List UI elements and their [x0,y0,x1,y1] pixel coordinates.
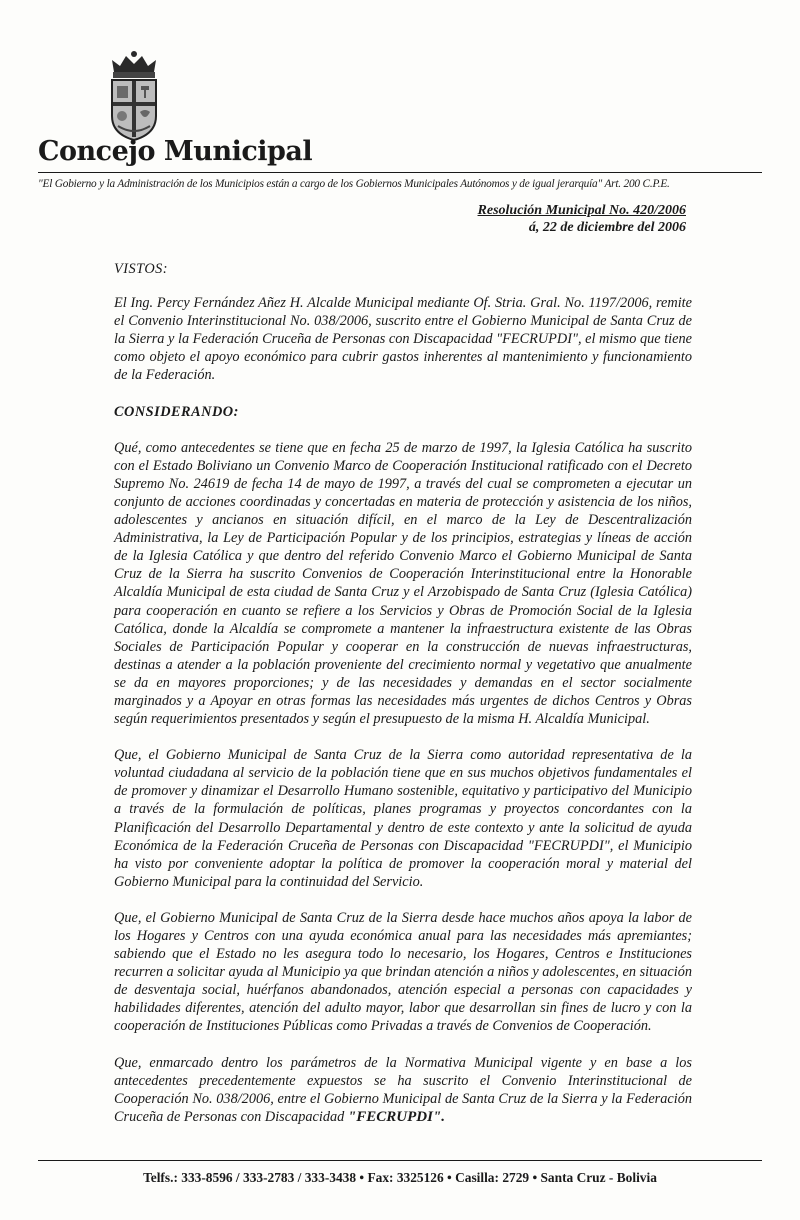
considerando-paragraph: Qué, como antecedentes se tiene que en fecha 25 de marzo de 1997, la Iglesia Católica ha suscrito con el Estado Boliviano un Convenio Marco de Cooperación Institucional ratificado con el Decreto Supremo No. 24619 de fecha 14 de mayo de 1997, a través del cual se comprometen a ejecutar un conjunto de acciones coordinadas y concertadas en materia de protección y asistencia de los niños, adolescentes y ancianos en situación difícil, en el marco de la Ley de Descentralización Administrativa, la Ley de Participación Popular y de los principios, estrategias y líneas de acción de la Iglesia Católica y que dentro del referido Convenio Marco el Gobierno Municipal de Santa Cruz de la Sierra ha suscrito Convenios de Cooperación Interinstitucional entre la Honorable Alcaldía Municipal de esta ciudad de Santa Cruz y el Arzobispado de Santa Cruz (Iglesia Católica) para cooperación en cuanto se refiere a los Servicios y Obras de Promoción Social de la Iglesia Católica, donde la Alcaldía se compromete a mantener la infraestructura existente de las Obras Sociales de Participación Popular y cooperar en la construcción de nuevas infraestructuras, destinas a atender a la población proveniente del crecimiento normal y vegetativo que anualmente se da en mayores proporciones; y de las necesidades y demandas en el sector socialmente marginados y a Apoyar en otras formas las necesidades más urgentes de dichos Centros y Obras según requerimientos presentados y según el presupuesto de la misma H. Alcaldía Municipal. [114,439,692,728]
considerando-paragraph: Que, el Gobierno Municipal de Santa Cruz de la Sierra desde hace muchos años apoya la labor de los Hogares y Centros con una ayuda económica anual para las necesidades más apremiantes; sabiendo que el Estado no les asegura todo lo necesario, los Hogares, Centros e Instituciones recurren a solicitar ayuda al Municipio ya que brindan atención a niños y adolescentes, en situación de desventaja social, huérfanos abandonados, atención especial a personas con capacidades y habilidades diferentes, atención del adulto mayor, labor que desarrollan sin fines de lucro y con la cooperación de Instituciones Públicas como Privadas a través de Convenios de Cooperación. [114,909,692,1035]
resolution-block [478,202,686,236]
vistos-paragraph: El Ing. Percy Fernández Añez H. Alcalde Municipal mediante Of. Stria. Gral. No. 1197/2006, remite el Convenio Interinstitucional No. 038/2006, suscrito entre el Gobierno Municipal de Santa Cruz de la Sierra y la Federación Cruceña de Personas con Discapacidad "FECRUPDI", el mismo que tiene como objeto el apoyo económico para cubrir gastos inherentes al mantenimiento y funcionamiento de la Federación. [114,295,692,384]
header-divider [38,172,762,173]
vistos-heading: VISTOS: [114,261,169,277]
considerando-paragraph: Que, el Gobierno Municipal de Santa Cruz de la Sierra como autoridad representativa de la voluntad ciudadana al servicio de la población tiene que en sus muchos objetivos fundamentales el de promover y dinamizar el Desarrollo Humano sostenible, equitativo y participativo del Municipio a través de la formulación de políticas, planes programas y proyectos concordantes con la Planificación del Desarrollo Departamental y dentro de este contexto y ante la solicitud de ayuda Económica de la Federación Cruceña de Personas con Discapacidad "FECRUPDI", el Municipio ha visto por conveniente adoptar la política de promover la cooperación moral y material del Gobierno Municipal para la continuidad del Servicio. [114,747,692,890]
footer-contact: Telfs.: 333-8596 / 333-2783 / 333-3438 • Fax: 3325126 • Casilla: 2729 • Santa Cruz - Bolivia [143,1170,657,1185]
organization-name: Concejo Municipal [38,136,313,167]
considerando-heading: CONSIDERANDO: [114,403,239,420]
document-body [114,260,692,1126]
fecrupdi-emphasis: "FECRUPDI". [347,1108,445,1125]
header-motto: "El Gobierno y la Administración de los Municipios están a cargo de los Gobiernos Municipales Autónomos y de igual jerarquía" Art. 200 C.P.E. [38,178,670,190]
resolution-date: á, 22 de diciembre del 2006 [528,220,686,235]
considerando-paragraph-final [114,1054,692,1126]
footer-divider [38,1160,762,1161]
resolution-number: Resolución Municipal No. 420/2006 [477,203,686,218]
municipal-coat-of-arms-icon [106,50,162,142]
final-paragraph-text: Que, enmarcado dentro los parámetros de la Normativa Municipal vigente y en base a los antecedentes precedentemente expuestos se ha suscrito el Convenio Interinstitucional de Cooperación No. 038/2006, entre el Gobierno Municipal de Santa Cruz de la Sierra y la Federación Cruceña de Personas con Discapacidad [114,1054,692,1125]
